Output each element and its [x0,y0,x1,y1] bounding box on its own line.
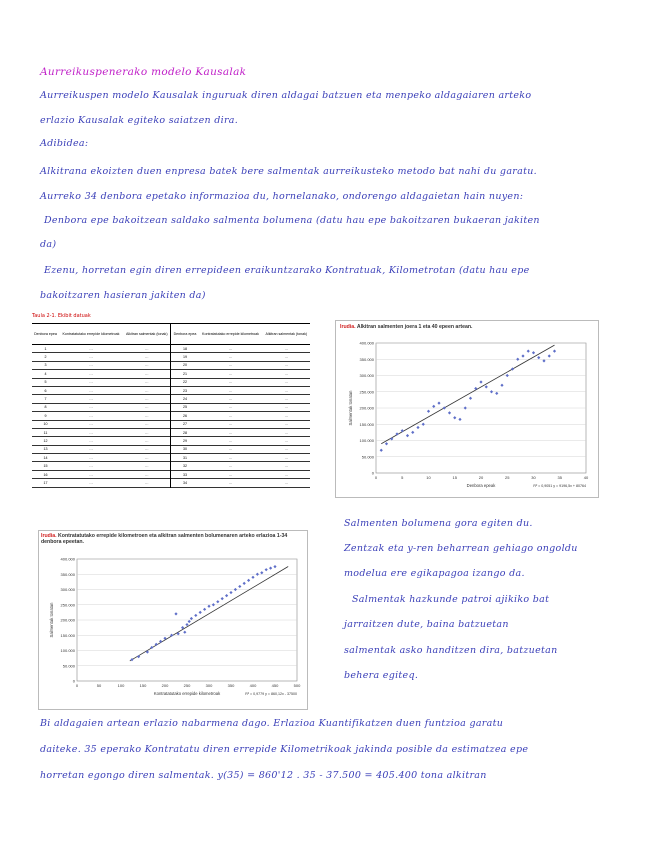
table-row [32,345,310,353]
chart2-caption-prefix: Irudia. [41,533,57,539]
table-cell: … [144,480,149,485]
table-row [32,479,310,487]
data-point [479,380,482,383]
y-axis-label: Salmentak tonatan [49,602,54,638]
data-point [490,390,493,393]
y-tick-label: 300.000 [359,373,374,378]
x-axis-label: Denbora epeak [466,483,496,488]
table-cell: 15 [43,464,48,469]
data-point [159,640,162,643]
table-cell: 21 [171,370,199,378]
y-tick-label: 100.000 [359,438,374,443]
y-tick-label: 400.000 [60,556,75,562]
paragraph-line: Alkitrana ekoizten duen enpresa batek bere salmentak aurreikusteko metodo bat nahi du garatu. [40,166,537,177]
y-tick-label: 350.000 [60,571,75,577]
table-cell: … [284,405,289,410]
table-cell: … [144,413,149,418]
chart1-caption-prefix: Irudia. [340,324,356,330]
table-cell: … [89,464,93,469]
x-tick-label: 300 [205,683,213,688]
table-cell: 32 [171,462,199,470]
data-point [199,611,202,614]
x-tick-label: 400 [249,683,257,688]
table-row [32,412,310,420]
table-cell: 28 [171,428,199,436]
table-row [32,386,310,394]
y-tick-label: 50.000 [361,454,374,460]
note-line: salmentak asko handitzen dira, batzuetan [344,645,558,656]
table-cell: 29 [171,437,199,445]
table-cell: … [89,455,93,460]
x-tick-label: 350 [227,683,235,688]
x-tick-label: 5 [401,475,404,480]
paragraph-line: Bi aldagaien artean erlazio nabarmena dago. Erlazioa Kuantifikatzen duen funtzioa garatu [40,718,504,729]
data-point [500,384,503,387]
table-cell: … [89,371,93,376]
x-axis-label: Kontratatutako errepide kilometroak [153,691,221,696]
table-cell: … [89,438,93,443]
table-cell: 30 [171,445,199,453]
chart1-svg [336,321,598,497]
table-cell: … [144,464,149,469]
paragraph-line: Ezenu, horretan egin diren errepideen eraikuntzarako Kontratuak, Kilometrotan (datu hau epe [44,265,530,276]
table-cell: … [144,455,149,460]
table-row [32,454,310,462]
x-tick-label: 250 [183,683,191,688]
table-cell: … [89,430,93,435]
x-tick-label: 200 [161,683,169,688]
x-tick-label: 50 [96,683,102,688]
data-point [188,620,191,623]
table-cell: 34 [171,479,199,487]
data-point [174,612,177,615]
data-point [251,576,254,579]
table-cell: … [144,438,149,443]
y-tick-label: 150.000 [60,632,75,638]
data-point [521,354,524,357]
x-tick-label: 500 [293,683,301,688]
data-point [406,434,409,437]
data-point [527,350,530,353]
table-cell: … [228,363,233,368]
paragraph-line: Denbora epe bakoitzean saldako salmenta bolumena (datu hau epe bakoitzaren bukaeran jakiten [44,215,540,226]
data-point [212,603,215,606]
x-tick-label: 25 [505,475,510,480]
table-cell: 27 [171,420,199,428]
data-point [247,579,250,582]
table-cell: … [284,397,289,402]
table-cell: … [228,355,233,360]
data-point [194,614,197,617]
y-tick-label: 0 [72,678,75,684]
data-point [553,350,556,353]
table-cell: 3 [44,363,47,368]
y-tick-label: 200.000 [60,617,75,623]
page-title: Aurreikuspenerako modelo Kausalak [40,66,247,78]
table-cell: … [144,430,149,435]
table-cell: … [284,447,289,452]
table-cell: … [228,397,233,402]
table-cell: 33 [171,470,199,478]
x-tick-label: 35 [557,475,562,480]
trend-line [381,345,554,444]
table-cell: 26 [171,412,199,420]
table-cell: 1 [44,346,47,351]
table-row [32,445,310,453]
chart1-caption: Alkitran salmenten joera 1 eta 40 epeen artean. [356,324,473,330]
table-cell: … [144,346,149,351]
table-cell: 12 [43,438,48,443]
note-line: jarraitzen dute, baina batzuetan [344,619,509,630]
section-label: Adibidea: [40,138,89,149]
data-point [207,605,210,608]
table-cell: … [89,472,93,477]
table-cell: 10 [43,422,48,427]
data-point [532,351,535,354]
x-tick-label: 15 [452,475,457,480]
chart2-caption: Kontratatutako errepide kilometroen eta alkitran salmenten bolumenaren arteko erlazioa 1-34 denbora epeetan. [41,533,288,545]
table-cell: … [228,447,233,452]
table-cell: … [89,480,93,485]
data-point [485,385,488,388]
table-cell: … [144,472,149,477]
x-tick-label: 20 [478,475,484,480]
table-cell: … [144,422,149,427]
data-point [234,588,237,591]
table-header-cell: Denbora epea [171,324,199,345]
y-tick-label: 50.000 [62,663,75,669]
table-row [32,395,310,403]
table-cell: … [144,355,149,360]
data-point [260,571,263,574]
data-point [537,356,540,359]
table-cell: … [228,464,233,469]
data-point [256,573,259,576]
table-cell: 25 [171,403,199,411]
table-row [32,462,310,470]
table-cell: … [89,422,93,427]
table-cell: … [89,447,93,452]
table-cell: … [144,397,149,402]
data-point [542,359,545,362]
paragraph-line: erlazio Kausalak egiteko saiatzen dira. [40,115,239,126]
legend-equation: R² = 0,9051 y = 9196,5x + 80764 [533,484,586,488]
table-cell: … [228,438,233,443]
table-cell: … [284,438,289,443]
table-row [32,378,310,386]
note-line: Salmenten bolumena gora egiten du. [344,518,533,529]
data-point [458,418,461,421]
legend-equation: R² = 0,9779 y = 860,12x - 37500 [245,692,297,696]
data-point [265,568,268,571]
note-line: behera egiteq. [344,670,419,681]
table-cell: … [144,371,149,376]
table-cell: … [144,447,149,452]
data-point [432,405,435,408]
table-cell: 14 [43,455,48,460]
data-point [385,442,388,445]
data-point [183,631,186,634]
data-point [469,397,472,400]
table-cell: 24 [171,395,199,403]
table-cell: … [144,363,149,368]
chart-sales-trend [335,320,599,498]
x-tick-label: 30 [531,475,536,480]
note-line: Zentzak eta y-ren beharrean gehiago ongoldu [344,543,578,554]
table-row [32,403,310,411]
table-cell: … [228,430,233,435]
y-tick-label: 200.000 [359,405,374,411]
data-point [380,449,383,452]
table-cell: … [284,480,289,485]
data-point [269,567,272,570]
table-cell: … [284,430,289,435]
table-caption: Taula 2-1. Ekibit datuak [32,313,91,319]
table-row [32,420,310,428]
table-cell: … [89,413,93,418]
data-point [495,392,498,395]
chart-km-vs-sales [38,530,308,710]
table-cell: … [89,405,93,410]
data-point [411,431,414,434]
table-cell: 16 [43,472,48,477]
x-tick-label: 10 [426,475,431,480]
table-cell: … [228,380,233,385]
table-cell: 18 [171,345,199,353]
table-cell: … [284,371,289,376]
table-cell: … [284,363,289,368]
data-point [216,600,219,603]
x-tick-label: 40 [583,475,589,480]
x-tick-label: 150 [139,683,147,688]
table-cell: 11 [43,430,48,435]
data-point [548,354,551,357]
y-axis-label: Salmentak tonatan [348,390,353,426]
table-row [32,370,310,378]
data-point [416,426,419,429]
table-cell: … [228,413,233,418]
table-row [32,437,310,445]
table-cell: … [89,397,93,402]
data-point [453,416,456,419]
table-row [32,353,310,361]
table-header-cell: Denbora epea [34,332,57,336]
table-cell: … [228,371,233,376]
table-cell: … [144,405,149,410]
data-point [238,585,241,588]
data-point [437,402,440,405]
table-header-cell: Alkitran salmentak (tonak) [125,332,168,336]
paragraph-line: daiteke. 35 eperako Kontratatu diren errepide Kilometrikoak jakinda posible da estimatzea epe [40,744,529,755]
table-cell: 8 [44,405,47,410]
table-cell: … [89,346,93,351]
note-line: Salmentak hazkunde patroi ajikiko bat [352,594,550,605]
data-point [401,429,404,432]
data-point [390,437,393,440]
trend-line [130,567,288,661]
table-cell: … [284,346,289,351]
table-cell: 23 [171,386,199,394]
table-row [32,470,310,478]
paragraph-line: da) [40,239,57,250]
data-point [221,597,224,600]
table-cell: … [144,380,149,385]
data-point [427,410,430,413]
y-tick-label: 100.000 [60,648,75,653]
paragraph-line: horretan egongo diren salmentak. y(35) = 860'12 . 35 - 37.500 = 405.400 tona alkitran [40,770,487,781]
data-point [273,565,276,568]
y-tick-label: 250.000 [60,602,75,608]
table-cell: … [284,472,289,477]
table-cell: 6 [44,388,47,393]
table-cell: … [228,388,233,393]
table-cell: … [228,455,233,460]
y-tick-label: 350.000 [359,356,374,362]
data-table [32,313,310,493]
x-tick-label: 450 [271,683,279,688]
data-point [422,423,425,426]
y-tick-label: 150.000 [359,421,374,427]
table-cell: … [284,388,289,393]
table-cell: … [228,422,233,427]
data-point [225,594,228,597]
table-cell: 7 [44,397,47,402]
table-row [32,428,310,436]
table-cell: 2 [44,355,47,360]
data-point [516,358,519,361]
x-tick-label: 0 [374,475,378,480]
table-cell: 9 [44,413,47,418]
table-cell: 4 [44,371,47,376]
paragraph-line: bakoitzaren hasieran jakiten da) [40,290,206,301]
table-cell: … [284,355,289,360]
data-point [243,582,246,585]
table-cell: … [144,388,149,393]
x-tick-label: 0 [75,683,79,688]
chart2-svg [39,531,307,709]
data-point [203,608,206,611]
y-tick-label: 250.000 [359,389,374,395]
table-cell: … [284,413,289,418]
table-cell: … [284,455,289,460]
data-point [185,623,188,626]
table-cell: … [89,355,93,360]
table-cell: 5 [44,380,47,385]
table-cell: 31 [171,454,199,462]
table-cell: … [284,464,289,469]
paragraph-line: Aurreko 34 denbora epetako informazioa du, hornelanako, ondorengo aldagaietan hain nuyen: [40,191,524,202]
table-cell: … [228,472,233,477]
table-cell: 19 [171,353,199,361]
table-cell: … [228,480,233,485]
table-cell: … [284,380,289,385]
data-point [448,411,451,414]
table-cell: … [89,363,93,368]
y-tick-label: 400.000 [359,340,374,346]
table-row [32,361,310,369]
x-tick-label: 100 [117,683,125,688]
table-header-cell: Alkitran salmentak (tonak) [265,332,308,336]
data-point [190,617,193,620]
paragraph-line: Aurreikuspen modelo Kausalak inguruak diren aldagai batzuen eta menpeko aldagaiaren arteko [40,90,532,101]
table-cell: 20 [171,361,199,369]
y-tick-label: 0 [371,470,374,476]
data-point [506,374,509,377]
note-line: modelua ere egikapagoa izango da. [344,568,525,579]
table-cell: 13 [43,447,48,452]
table-cell: … [89,388,93,393]
table-cell: 22 [171,378,199,386]
y-tick-label: 300.000 [60,587,75,592]
data-point [229,591,232,594]
table-cell: 17 [43,480,48,485]
table-cell: … [89,380,93,385]
data-point [464,406,467,409]
table-cell: … [228,346,233,351]
table-cell: … [284,422,289,427]
table-cell: … [228,405,233,410]
table-header-cell: Kontratatutako errepide kilometroak [62,332,120,336]
table-header-cell: Kontratatutako errepide kilometroak [202,332,259,336]
